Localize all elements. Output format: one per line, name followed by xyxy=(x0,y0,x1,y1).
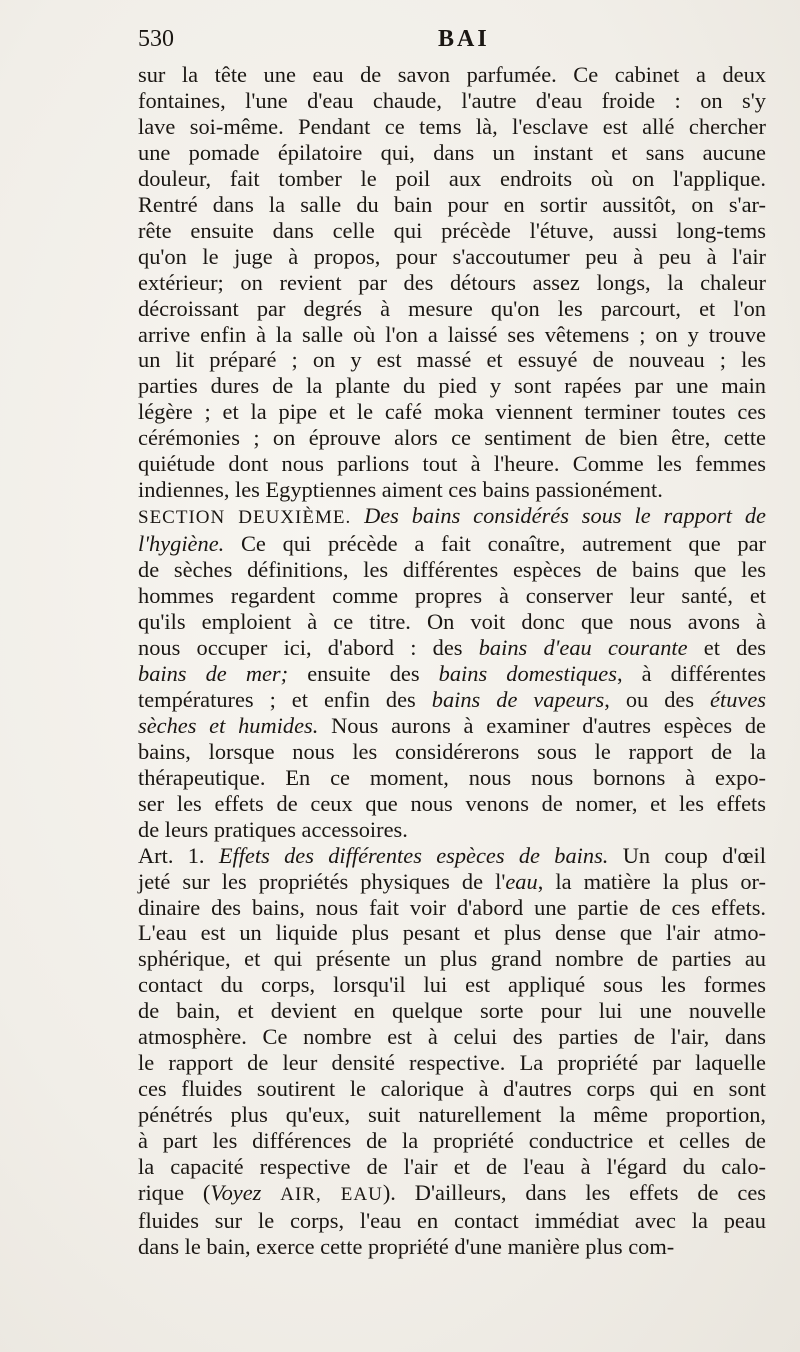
text-line: dinaire des bains, nous fait voir d'abord une partie de ces effets. xyxy=(138,894,766,920)
text-line: contact du corps, lorsqu'il lui est appliqué sous les formes xyxy=(138,972,766,998)
text-line: sur la tête une eau de savon parfumée. Ce cabinet a deux xyxy=(138,62,766,87)
text-line: L'eau est un liquide plus pesant et plus dense que l'air atmo- xyxy=(138,920,766,946)
text-line: rête ensuite dans celle qui précède l'étuve, aussi long-tems xyxy=(138,217,766,243)
text-run: , ou des xyxy=(604,686,711,712)
italic-text: bains de mer; xyxy=(138,660,289,686)
text-line xyxy=(138,843,766,869)
text-run: Ce qui précède a fait conaître, autrement que par xyxy=(241,531,766,557)
text-run: ensuite des xyxy=(288,660,439,686)
text-line: bains, lorsque nous les considérerons sous le rapport de la xyxy=(138,738,766,764)
text-line xyxy=(138,713,766,739)
italic-text: Des bains considérés sous le rapport de xyxy=(364,503,766,529)
text-line: arrive enfin à la salle où l'on a laissé ses vêtemens ; on y trouve xyxy=(138,321,766,347)
small-caps-text: AIR, EAU xyxy=(280,1183,383,1205)
italic-text: bains domestiques xyxy=(438,660,617,686)
text-line: une pomade épilatoire qui, dans un instant et sans aucune xyxy=(138,139,766,165)
text-line: indiennes, les Egyptiennes aiment ces bains passionément. xyxy=(138,477,663,503)
text-run: températures ; et enfin des xyxy=(138,686,432,712)
text-line: fluides sur le corps, l'eau en contact immédiat avec la peau xyxy=(138,1207,766,1233)
text-line xyxy=(138,869,766,895)
text-run: Un coup d'œil xyxy=(608,842,766,868)
text-line: hommes regardent comme propres à conserver leur santé, et xyxy=(138,583,766,609)
italic-text: sèches et humides. xyxy=(138,712,319,738)
text-line xyxy=(138,531,766,557)
text-line xyxy=(138,503,766,531)
italic-text: étuves xyxy=(710,686,766,712)
italic-text: Effets des différentes espèces de bains. xyxy=(218,842,609,868)
text-line: sphérique, et qui présente un plus grand nombre de parties au xyxy=(138,946,766,972)
text-run: et des xyxy=(687,634,766,660)
text-line: ces fluides soutirent le calorique à d'autres corps qui en sont xyxy=(138,1076,766,1102)
page-header xyxy=(138,26,778,62)
text-line: le rapport de leur densité respective. La propriété par laquelle xyxy=(138,1050,766,1076)
text-line: qu'ils emploient à ce titre. On voit donc que nous avons à xyxy=(138,609,766,635)
text-run: , la matière la plus or- xyxy=(537,868,766,894)
text-line: Rentré dans la salle du bain pour en sortir aussitôt, on s'ar- xyxy=(138,191,766,217)
text-line xyxy=(138,687,766,713)
text-line xyxy=(138,1180,766,1208)
text-line xyxy=(138,661,766,687)
running-head: BAI xyxy=(438,26,490,52)
text-line: décroissant par degrés à mesure qu'on les parcourt, et l'on xyxy=(138,295,766,321)
text-run: rique ( xyxy=(138,1179,211,1205)
text-line: de bain, et devient en quelque sorte pour lui une nouvelle xyxy=(138,998,766,1024)
text-run: ). D'ailleurs, dans les effets de ces xyxy=(382,1179,766,1205)
italic-text: bains d'eau courante xyxy=(478,634,688,660)
text-run: Art. 1. xyxy=(138,842,219,868)
text-run: jeté sur les propriétés physiques de l' xyxy=(138,868,506,894)
text-line: douleur, fait tomber le poil aux endroits où on l'applique. xyxy=(138,165,766,191)
italic-text: l'hygiène. xyxy=(138,531,225,557)
text-line: de leurs pratiques accessoires. xyxy=(138,816,408,842)
italic-text: bains de vapeurs xyxy=(431,686,605,712)
text-line: pénétrés plus qu'eux, suit naturellement la même proportion, xyxy=(138,1102,766,1128)
text-line: thérapeutique. En ce moment, nous nous bornons à expo- xyxy=(138,764,766,790)
italic-text: Voyez xyxy=(210,1179,262,1205)
text-line: de sèches définitions, les différentes espèces de bains que les xyxy=(138,557,766,583)
text-run: Nous aurons à examiner d'autres espèces de xyxy=(318,712,766,738)
text-line xyxy=(138,635,766,661)
text-line: atmosphère. Ce nombre est à celui des parties de l'air, dans xyxy=(138,1024,766,1050)
text-line: qu'on le juge à propos, pour s'accoutumer peu à peu à l'air xyxy=(138,243,766,269)
text-line: ser les effets de ceux que nous venons de nomer, et les effets xyxy=(138,790,766,816)
text-line: lave soi-même. Pendant ce tems là, l'esclave est allé chercher xyxy=(138,113,766,139)
text-line: la capacité respective de l'air et de l'eau à l'égard du calo- xyxy=(138,1154,766,1180)
body-text xyxy=(138,62,766,1260)
text-run: , à différentes xyxy=(616,660,766,686)
text-line: un lit préparé ; on y est massé et essuyé de nouveau ; les xyxy=(138,347,766,373)
text-line: quiétude dont nous parlions tout à l'heure. Comme les femmes xyxy=(138,451,766,477)
page-number: 530 xyxy=(138,26,174,52)
small-caps-text: SECTION DEUXIÈME. xyxy=(138,507,352,529)
text-line: cérémonies ; on éprouve alors ce sentiment de bien être, cette xyxy=(138,425,766,451)
italic-text: eau xyxy=(505,868,538,894)
text-run: nous occuper ici, d'abord : des xyxy=(138,634,479,660)
text-run xyxy=(261,1180,280,1205)
text-line: parties dures de la plante du pied y sont rapées par une main xyxy=(138,373,766,399)
text-line: à part les différences de la propriété conductrice et celles de xyxy=(138,1128,766,1154)
text-line: fontaines, l'une d'eau chaude, l'autre d'eau froide : on s'y xyxy=(138,87,766,113)
text-line: légère ; et la pipe et le café moka viennent terminer toutes ces xyxy=(138,399,766,425)
text-line: dans le bain, exerce cette propriété d'une manière plus com- xyxy=(138,1233,675,1259)
text-line: extérieur; on revient par des détours assez longs, la chaleur xyxy=(138,269,766,295)
